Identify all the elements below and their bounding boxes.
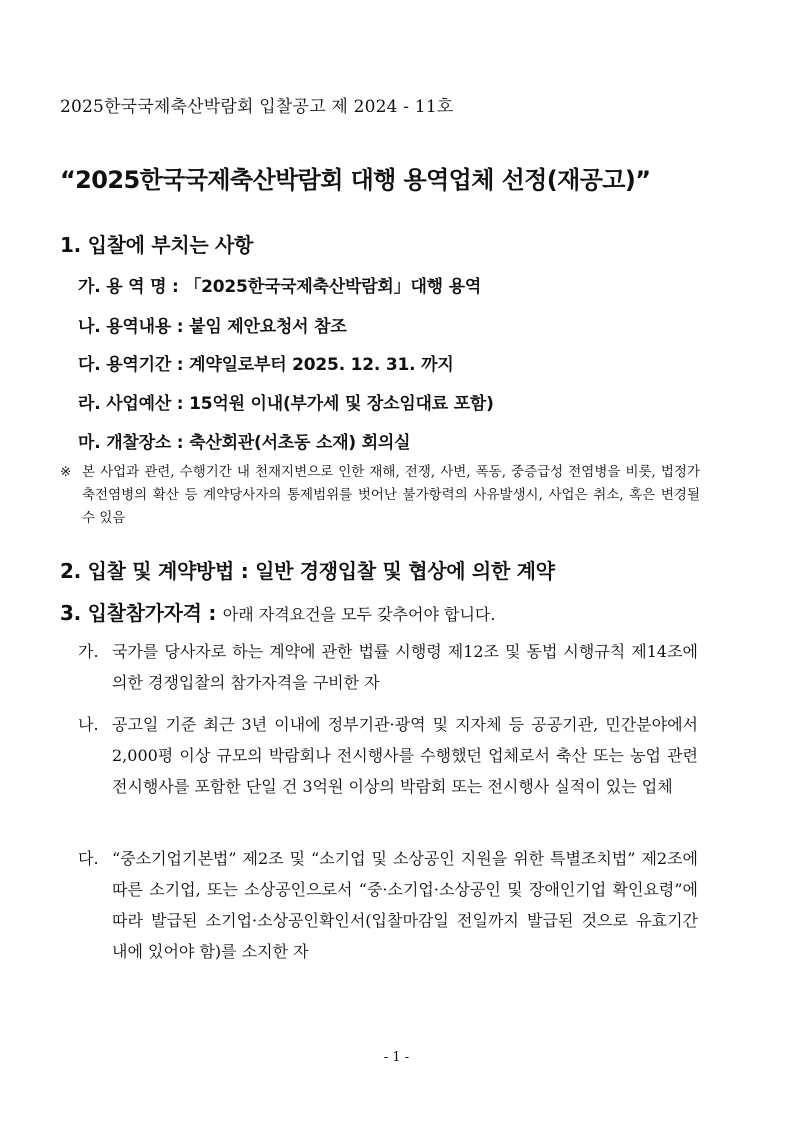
item-value: 15억원 이내(부가세 및 장소임대료 포함): [189, 394, 494, 414]
item-label: 가. 용 역 명 :: [78, 277, 179, 297]
qualification-item-a: [78, 636, 698, 698]
item-label: 마. 개찰장소 :: [78, 433, 184, 453]
section-1-heading: 1. 입찰에 부치는 사항: [60, 233, 254, 257]
force-majeure-note: [60, 461, 700, 530]
note-text: 본 사업과 관련, 수행기간 내 천재지변으로 인한 재해, 전쟁, 사변, 폭동, 중증급성 전염병을 비롯, 법정가축전염병의 확산 등 계약당사자의 통제범위를 벗어난 불가항력의 사유발생시, 사업은 취소, 혹은 변경될 수 있음: [82, 464, 700, 526]
item-value: 「2025한국국제축산박람회」대행 용역: [184, 277, 482, 297]
item-value: 축산회관(서초동 소재) 회의실: [189, 433, 411, 453]
section-1-item-b: [78, 312, 347, 337]
section-2-heading: 2. 입찰 및 계약방법 : 일반 경쟁입찰 및 협상에 의한 계약: [60, 559, 555, 583]
section-3-title: 3. 입찰참가자격 :: [60, 601, 217, 625]
item-value: 붙임 제안요청서 참조: [189, 317, 347, 337]
notice-number: 2025한국국제축산박람회 입찰공고 제 2024 - 11호: [60, 97, 454, 117]
item-text: “중소기업기본법” 제2조 및 “소기업 및 소상공인 지원을 위한 특별조치법” 제2조에 따른 소기업, 또는 소상공인으로서 “중·소기업·소상공인 및 장애인기업 확인요령”에 따라 발급된 소기업·소상공인확인서(입찰마감일 전일까지 발급된 것으로 유효기간 내에 있어야 함)를 소지한 자: [112, 849, 698, 961]
document-title: “2025한국국제축산박람회 대행 용역업체 선정(재공고)”: [60, 166, 651, 194]
qualification-item-b: [78, 709, 698, 802]
item-mark: 가.: [78, 642, 99, 661]
page-number: - 1 -: [383, 1050, 410, 1065]
section-1-item-e: [78, 428, 410, 453]
item-mark: 다.: [78, 849, 99, 868]
section-1-item-c: [78, 350, 454, 375]
item-mark: 나.: [78, 715, 99, 734]
reference-mark: ※: [60, 464, 72, 480]
item-label: 나. 용역내용 :: [78, 317, 184, 337]
section-3-subtitle: 아래 자격요건을 모두 갖추어야 합니다.: [222, 605, 496, 624]
item-label: 다. 용역기간 :: [78, 355, 184, 375]
section-3-heading: [60, 597, 760, 626]
item-value: 계약일로부터 2025. 12. 31. 까지: [189, 355, 454, 375]
section-1-item-d: [78, 389, 494, 414]
item-label: 라. 사업예산 :: [78, 394, 184, 414]
item-text: 공고일 기준 최근 3년 이내에 정부기관·광역 및 지자체 등 공공기관, 민간분야에서 2,000평 이상 규모의 박람회나 전시행사를 수행했던 업체로서 축산 또는 농업 관련 전시행사를 포함한 단일 건 3억원 이상의 박람회 또는 전시행사 실적이 있는 업체: [112, 715, 698, 796]
section-1-item-a: [78, 272, 481, 297]
item-text: 국가를 당사자로 하는 계약에 관한 법률 시행령 제12조 및 동법 시행규칙 제14조에 의한 경쟁입찰의 참가자격을 구비한 자: [112, 642, 698, 692]
qualification-item-c: [78, 843, 698, 967]
